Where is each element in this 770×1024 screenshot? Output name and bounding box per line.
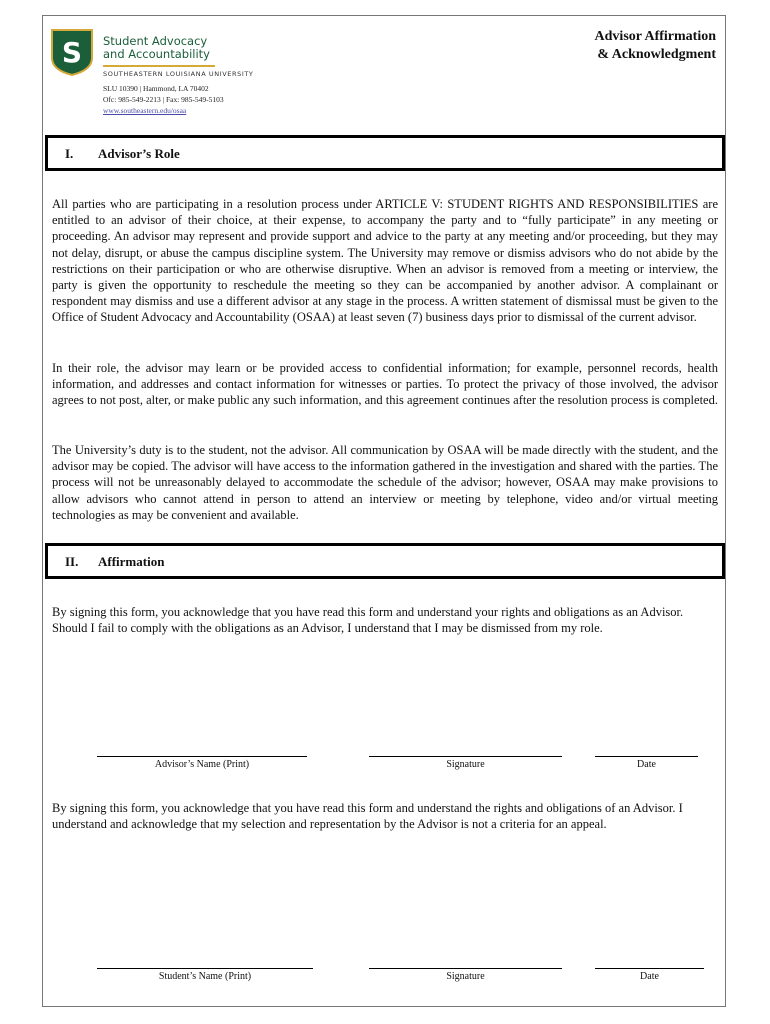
section-number: II. (65, 554, 79, 569)
department-name-line2: and Accountability (103, 47, 210, 61)
university-name: SOUTHEASTERN LOUISIANA UNIVERSITY (103, 70, 254, 78)
document-title-line1: Advisor Affirmation (594, 29, 716, 44)
advisor-role-paragraph-2: In their role, the advisor may learn or be provided access to confidential information; for example, personnel records, health information, and addresses and contact information for witnesses or parties. To protect the privacy of those involved, the advisor agrees to not post, alter, or make public any such information, and this agreement continues after the resolution process is completed. (52, 361, 718, 408)
student-signature-label: Signature (446, 971, 485, 982)
department-name (103, 35, 210, 61)
student-name-field[interactable] (97, 968, 313, 969)
mailing-address: SLU 10390 | Hammond, LA 70402 (103, 84, 209, 93)
section-number: I. (65, 146, 74, 161)
department-name-line1: Student Advocacy (103, 34, 208, 48)
advisor-role-paragraph-3: The University’s duty is to the student, not the advisor. All communication by OSAA will be made directly with the student, and the advisor may be copied. The advisor will have access to the information gathered in the investigation and shared with the parties. The process will not be unreasonably delayed to accommodate the schedule of the advisor; however, OSAA may make provisions to allow advisors who cannot attend in person to attend an interview or meeting by telephone, video and/or virtual meeting technologies as may be convenient and available. (52, 443, 718, 522)
phone-fax: Ofc: 985-549-2213 | Fax: 985-549-5103 (103, 95, 224, 104)
document-title-line2: & Acknowledgment (597, 47, 716, 62)
section-heading-advisors-role (45, 135, 725, 171)
advisor-date-label: Date (637, 759, 656, 770)
website-link[interactable]: www.southeastern.edu/osaa (103, 106, 187, 115)
advisor-signature-field[interactable] (369, 756, 562, 757)
section-title: Advisor’s Role (98, 146, 180, 161)
advisor-signature-label: Signature (446, 759, 485, 770)
student-acknowledgment-statement: By signing this form, you acknowledge that you have read this form and understand the rights and obligations of an Advisor. I understand and acknowledge that my selection and representation by the Advisor is not a criteria for an appeal. (52, 801, 683, 832)
student-signature-field[interactable] (369, 968, 562, 969)
section-heading-affirmation (45, 543, 725, 579)
advisor-name-label: Advisor’s Name (Print) (154, 759, 250, 770)
student-name-label: Student’s Name (Print) (158, 971, 252, 982)
section-title: Affirmation (98, 554, 165, 569)
logo-letter: S (61, 36, 83, 69)
document-title (595, 28, 716, 64)
advisor-date-field[interactable] (595, 756, 698, 757)
advisor-name-field[interactable] (97, 756, 307, 757)
advisor-role-paragraph-1: All parties who are participating in a resolution process under ARTICLE V: STUDENT RIGHTS AND RESPONSIBILITIES are entitled to an advisor of their choice, at their expense, to accompany the party and to “fully participate” in any meeting or proceeding. An advisor may represent and provide support and advice to the party at any meeting and/or proceeding, but they may not delay, disrupt, or abuse the campus discipline system. The University may remove or dismiss advisors who do not abide by the restrictions on their participation or who are otherwise disruptive. When an advisor is removed from a meeting or interview, the party is given the opportunity to reschedule the meeting so they can be accompanied by another advisor. A complainant or respondent may dismiss and use a different advisor at any stage in the process. A written statement of dismissal must be given to the Office of Student Advocacy and Accountability (OSAA) at least seven (7) business days prior to dismissal of the current advisor. (52, 197, 718, 325)
student-date-field[interactable] (595, 968, 704, 969)
student-date-label: Date (640, 971, 659, 982)
brand-divider (103, 65, 215, 67)
university-logo-icon (50, 28, 94, 76)
advisor-acknowledgment-statement: By signing this form, you acknowledge that you have read this form and understand your rights and obligations as an Advisor. Should I fail to comply with the obligations as an Advisor, I understand that I may be dismissed from my role. (52, 605, 684, 636)
